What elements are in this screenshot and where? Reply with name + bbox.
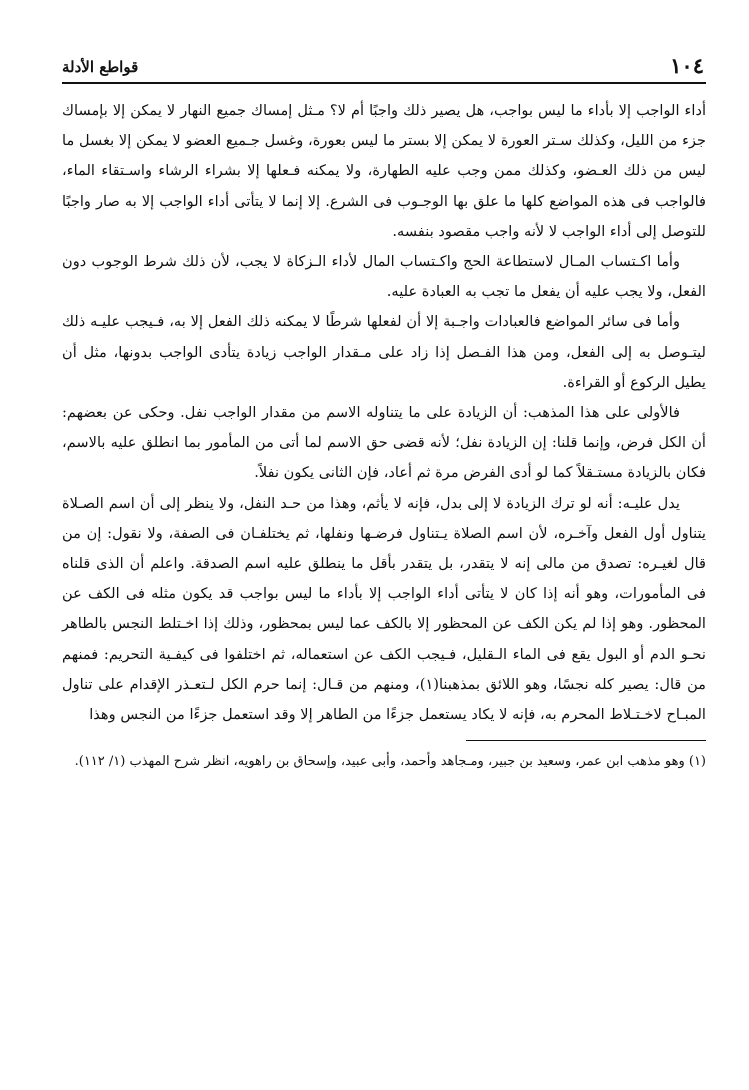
footnote-divider: [466, 740, 706, 741]
paragraph-1: أداء الواجب إلا بأداء ما ليس بواجب، هل يصير ذلك واجبًا أم لا؟ مـثل إمساك جميع النهار لا يمكن إلا بإمساك جزء من الليل، وكذلك سـتر العورة لا يمكن إلا بستر ما ليس بعورة، وغسل جـميع العضو لا يمكن إلا بغسل ما ليس من ذلك العـضو، وكذلك ممن وجب عليه الطهارة، ولا يمكنه فـعلها إلا بشراء الرشاء واسـتقاء الماء، فالواجب فى هذه المواضع كلها ما علق بها الوجـوب فى الشرع. إلا إنما لا يتأتى أداء الواجب إلا به صار واجبًا للتوصل إلى أداء الواجب لا لأنه واجب مقصود بنفسه.: [62, 102, 706, 240]
running-head: [62, 52, 706, 84]
paragraph-5: يدل عليـه: أنه لو ترك الزيادة لا إلى بدل، فإنه لا يأثم، وهذا من حـد النفل، ولا ينظر إلى أن اسم الصـلاة يتناول أول الفعل وآخـره، لأن اسم الصلاة يـتناول فرضـها ونفلها، ثم يختلفـان فى الصفة، ولا نقول: إن من قال لغيـره: تصدق من مالى إنه لا يتقدر، بل يتقدر بأقل ما ينطلق عليه اسم الصدقة. واعلم أن الذى قلناه فى المأمورات، وهو أنه إذا كان لا يتأتى أداء الواجب إلا بأداء ما ليس بواجب قد يكون مثله فى الكف عن المحظور. وهو إذا لم يكن الكف عن المحظور إلا بالكف عما ليس بمحظور، وذلك إذا اخـتلط النجس بالطاهر نحـو الدم أو البول يقع فى الماء الـقليل، فـيجب الكف عن استعماله، ثم اختلفوا فى كيفـية التحريم: فمنهم من قال: يصير كله نجسًا، وهو اللائق بمذهبنا(١)، ومنهم من قـال: إنما حرم الكل لـتعـذر الإقدام على تناول المبـاح لاخـتـلاط المحرم به، فإنه لا يكاد يستعمل جزءًا من الطاهر إلا وقد استعمل جزءًا من النجس وهذا: [62, 494, 706, 724]
paragraph-4: فالأولى على هذا المذهب: أن الزيادة على ما يتناوله الاسم من مقدار الواجب نفل. وحكى عن بعضهم: أن الكل فرض، وإنما قلنا: إن الزيادة نفل؛ لأنه قضى حق الاسم لما أتى من المأمور بما انطلق عليه بالاسم، فكان بالزيادة مستـقلاً كما لو أدى الفرض مرة ثم أعاد، فإن الثانى يكون نفلاً.: [62, 404, 706, 482]
paragraph-3: وأما فى سائر المواضع فالعبادات واجـبة إلا أن لفعلها شرطًا لا يمكنه ذلك الفعل إلا به، فـيجب عليـه ذلك ليتـوصل به إلى الفعل، ومن هذا الفـصل إذا زاد على مـقدار الواجب زيادة يتأدى الواجب بدونها، مثل أن يطيل الركوع أو القراءة.: [62, 313, 706, 391]
book-title: قواطع الأدلة: [62, 58, 139, 76]
paragraph-2: وأما اكـتساب المـال لاستطاعة الحج واكـتساب المال لأداء الـزكاة لا يجب، لأن ذلك شرط الوجوب دون الفعل، ولا يجب عليه أن يفعل ما تجب به العبادة عليه.: [62, 253, 706, 301]
footnote-1: (١) وهو مذهب ابن عمر، وسعيد بن جبير، ومـجاهد وأحمد، وأبى عبيد، وإسحاق بن راهويه، انظر شرح المهذب (١/ ١١٢).: [74, 754, 706, 770]
footnotes: [62, 749, 706, 775]
body-text: [62, 96, 706, 730]
book-page: [62, 52, 706, 1072]
page-number: ١٠٤: [670, 53, 704, 78]
